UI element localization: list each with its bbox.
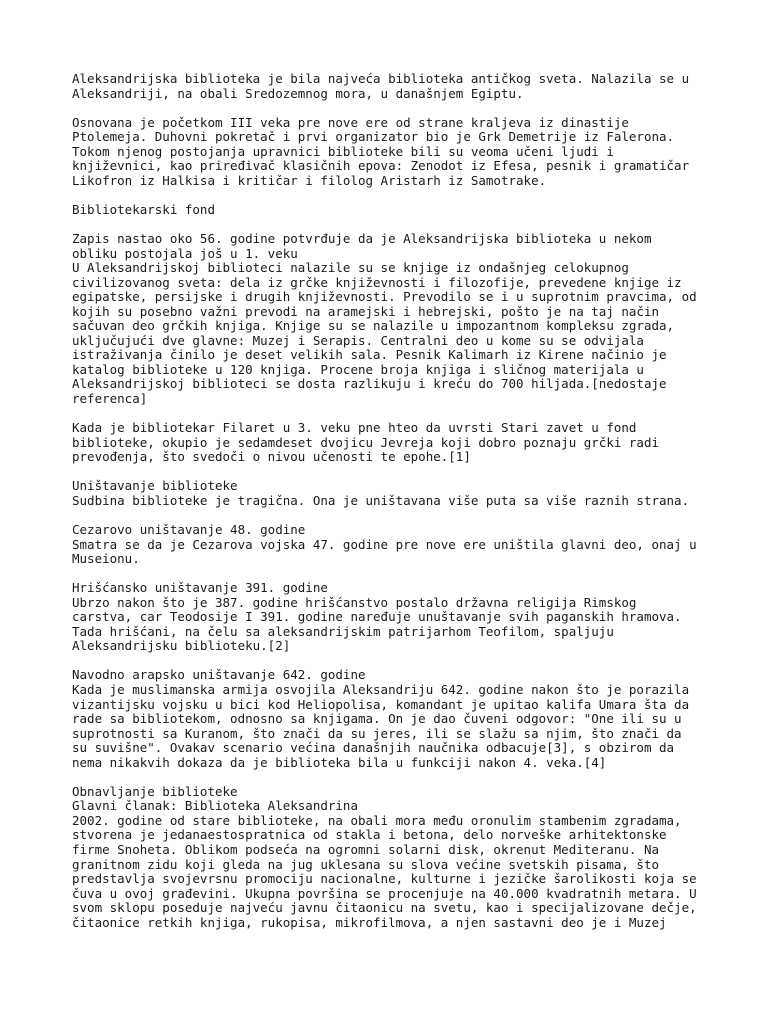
text-line: suprotnosti sa Kuranom, što znači da su jeres, ili se slažu sa njim, što znači da [72, 725, 682, 741]
text-line: sačuvan deo grčkih knjiga. Knjige su se nalazile u impozantnom kompleksu zgrada, [72, 318, 675, 334]
text-line: Obnavljanje biblioteke [72, 783, 238, 799]
text-line: čitaonice retkih knjiga, rukopisa, mikrofilmova, a njen sastavni deo je i Muzej [72, 914, 667, 930]
text-line: stvorena je jedanaestospratnica od stakla i betona, delo norveške arhitektonske [72, 827, 667, 843]
text-line: Tada hrišćani, na čelu sa aleksandrijskim patrijarhom Teofilom, spaljuju [72, 623, 614, 639]
text-line: vizantijsku vojsku u bici kod Heliopolisa, komandant je upitao kalifa Umara šta da [72, 696, 690, 712]
text-line: Tokom njenog postojanja upravnici biblioteke bili su veoma učeni ljudi i [72, 143, 614, 159]
document-body [72, 72, 708, 930]
text-line: Hrišćansko uništavanje 391. godine [72, 580, 328, 596]
text-line: istraživanja činilo je deset velikih sala. Pesnik Kalimarh iz Kirene načinio je [72, 347, 667, 363]
text-line: kojih su posebno važni prevodi na aramejski i hebrejski, pošto je na taj način [72, 303, 659, 319]
text-line: Glavni članak: Biblioteka Aleksandrina [72, 798, 358, 814]
text-line: Aleksandrijsku biblioteku.[2] [72, 638, 291, 654]
paragraph [72, 523, 708, 567]
text-line: Uništavanje biblioteke [72, 478, 238, 494]
text-line: Aleksandriji, na obali Sredozemnog mora, u današnjem Egiptu. [72, 85, 524, 101]
text-line: U Aleksandrijskoj biblioteci nalazile su se knjige iz ondašnjeg celokupnog [72, 260, 629, 276]
paragraph [72, 72, 708, 101]
text-line: Smatra se da je Cezarova vojska 47. godine pre nove ere uništila glavni deo, onaj u [72, 536, 697, 552]
paragraph [72, 581, 708, 654]
text-line: Kada je muslimanska armija osvojila Aleksandriju 642. godine nakon što je porazila [72, 681, 690, 697]
paragraph [72, 203, 708, 218]
text-line: egipatske, persijske i drugih književnosti. Prevodilo se i u suprotnim pravcima, od [72, 289, 697, 305]
text-line: carstva, car Teodosije I 391. godine naređuje unuštavanje svih paganskih hramova. [72, 609, 682, 625]
text-line: svom sklopu poseduje najveću javnu čitaonicu na svetu, kao i specijalizovane dečje, [72, 900, 697, 916]
text-line: predstavlja svojevrsnu promociju nacionalne, kulturne i jezičke šarolikosti koja se [72, 871, 697, 887]
text-line: civilizovanog sveta: dela iz grčke književnosti i filozofije, prevedene knjige iz [72, 274, 682, 290]
text-line: granitnom zidu koji gleda na jug uklesana su slova većine svetskih pisama, što [72, 856, 659, 872]
text-line: Navodno arapsko uništavanje 642. godine [72, 667, 366, 683]
paragraph [72, 232, 708, 407]
text-line: Likofron iz Halkisa i kritičar i filolog Aristarh iz Samotrake. [72, 172, 547, 188]
text-line: Ubrzo nakon što je 387. godine hrišćanstvo postalo državna religija Rimskog [72, 594, 637, 610]
text-line: Osnovana je početkom III veka pre nove ere od strane kraljeva iz dinastije [72, 114, 629, 130]
text-line: biblioteke, okupio je sedamdeset dvojicu Jevreja koji dobro poznaju grčki radi [72, 434, 659, 450]
text-line: čuva u ovoj građevini. Ukupna površina se procenjuje na 40.000 kvadratnih metara. U [72, 885, 697, 901]
text-line: Bibliotekarski fond [72, 201, 215, 217]
text-line: su suvišne". Ovakav scenario većina današnjih naučnika odbacuje[3], s obzirom da [72, 740, 675, 756]
text-line: rade sa bibliotekom, odnosno sa knjigama. On je dao čuveni odgovor: "One ili su u [72, 711, 682, 727]
paragraph [72, 421, 708, 465]
paragraph [72, 116, 708, 189]
text-line: obliku postojala još u 1. veku [72, 245, 298, 261]
text-line: Museionu. [72, 551, 140, 567]
text-line: Ptolemeja. Duhovni pokretač i prvi organizator bio je Grk Demetrije iz Falerona. [72, 129, 675, 145]
paragraph [72, 668, 708, 770]
paragraph [72, 785, 708, 930]
text-line: Zapis nastao oko 56. godine potvrđuje da je Aleksandrijska biblioteka u nekom [72, 231, 652, 247]
text-line: referenca] [72, 391, 148, 407]
text-line: nema nikakvih dokaza da je biblioteka bila u funkciji nakon 4. veka.[4] [72, 754, 607, 770]
text-line: 2002. godine od stare biblioteke, na obali mora među oronulim stambenim zgradama, [72, 812, 682, 828]
text-line: Cezarovo uništavanje 48. godine [72, 521, 306, 537]
text-line: firme Snoheta. Oblikom podseća na ogromni solarni disk, okrenut Mediteranu. Na [72, 841, 659, 857]
text-line: Kada je bibliotekar Filaret u 3. veku pne hteo da uvrsti Stari zavet u fond [72, 420, 637, 436]
text-line: Sudbina biblioteke je tragična. Ona je uništavana više puta sa više raznih strana. [72, 492, 690, 508]
text-line: Aleksandrijska biblioteka je bila najveća biblioteka antičkog sveta. Nalazila se u [72, 71, 690, 86]
paragraph [72, 479, 708, 508]
text-line: književnici, kao priređivač klasičnih epova: Zenodot iz Efesa, pesnik i gramatičar [72, 158, 690, 174]
text-line: prevođenja, što svedoči o nivou učenosti te epohe.[1] [72, 449, 471, 465]
text-line: uključujući dve glavne: Muzej i Serapis. Centralni deo u kome su se odvijala [72, 332, 644, 348]
text-line: katalog biblioteke u 120 knjiga. Procene broja knjiga i sličnog materijala u [72, 361, 644, 377]
text-line: Aleksandrijskoj biblioteci se dosta razlikuju i kreću do 700 hiljada.[nedostaje [72, 376, 667, 392]
